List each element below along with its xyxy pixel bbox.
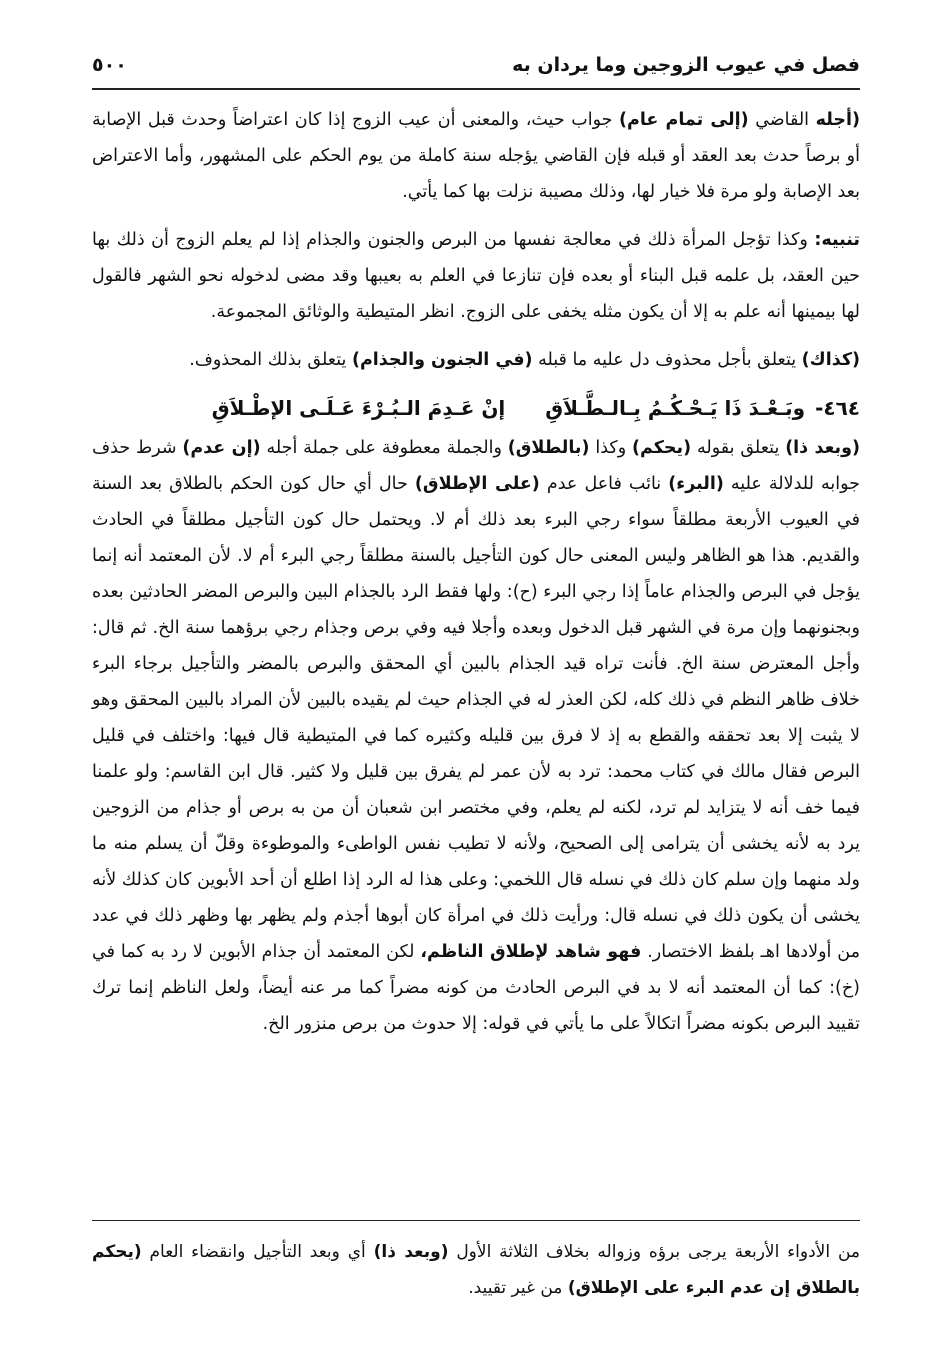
- commentary-text: وكذا: [589, 438, 633, 458]
- note-label: تنبيه:: [814, 230, 860, 250]
- commentary-text: يتعلق بأجل محذوف دل عليه ما قبله: [532, 350, 802, 370]
- verse-hemistich-2: إنْ عَـدِمَ الـبُـرْءَ عَـلَـى الإطْـلاَقِ: [211, 396, 506, 420]
- commentary-text: جواب حيث، والمعنى أن عيب الزوج إذا كان اعتراضاً وحدث قبل الإصابة أو برصاً حدث بعد العقد أو قبله فإن القاضي يؤجله سنة كاملة من يوم الحكم على المشهور، وأما الاعتراض بعد الإصابة ولو مرة فلا خيار لها، وذلك مصيبة نزلت بها كما يأتي.: [92, 110, 860, 202]
- bold-term: (في الجنون والجذام): [351, 350, 533, 370]
- bold-term: (إن عدم): [182, 438, 261, 458]
- bold-term: (إلى تمام عام): [619, 110, 749, 130]
- commentary-paragraph-3: [92, 430, 860, 1042]
- bold-term: (البرء): [668, 474, 724, 494]
- chapter-title: فصل في عيوب الزوجين وما يردان به: [512, 54, 860, 76]
- commentary-text: يتعلق بذلك المحذوف.: [189, 350, 352, 370]
- commentary-text: يتعلق بقوله: [691, 438, 786, 458]
- footnote-text: من غير تقييد.: [468, 1278, 568, 1298]
- bold-term: (على الإطلاق): [414, 474, 540, 494]
- note-text: وكذا تؤجل المرأة ذلك في معالجة نفسها من البرص والجنون والجذام إذا لم يعلم الزوج أن ذلك بها حين العقد، بل علمه قبل البناء أو بعده فإن تنازعا في العلم به بعيبها وقد مضى لدخوله نحو الشهر فالقول لها بيمينها أنه علم به إلا أن يكون مثله يخفى على الزوج. انظر المتيطية والوثائق المجموعة.: [92, 230, 860, 322]
- commentary-text: نائب فاعل عدم: [539, 474, 669, 494]
- running-header: [92, 48, 860, 90]
- bold-term: (يحكم): [632, 438, 692, 458]
- bold-term: (أجله: [815, 110, 861, 130]
- bold-term: فهو شاهد لإطلاق الناظم،: [420, 942, 642, 962]
- footnote-text: أي وبعد التأجيل وانقضاء العام: [141, 1242, 374, 1262]
- commentary-text: حال أي حال كون الحكم بالطلاق بعد السنة في العيوب الأربعة مطلقاً سواء رجي البرء بعد ذلك أم لا. ويحتمل حال كون التأجيل مطلقاً في الحادث والقديم. هذا هو الظاهر وليس المعنى حال كون التأجيل بالسنة مطلقاً رجي البرء أم لا. لأن المعتمد أنه إنما يؤجل في البرص والجذام عاماً إذا رجي البرء (ح): ولها فقط الرد بالجذام البين والبرص المضر الحادثين بعده وبجنونهما وإن مرة في الشهر قبل الدخول وبعده وأجلا فيه وفي برص وجذام رجي برؤهما سنة الخ. ثم قال: وأجل المعترض سنة الخ. فأنت تراه قيد الجذام بالبين أي المحقق والبرص بالمضر والتأجيل برجاء البرء خلاف ظاهر النظم في ذلك كله، لكن العذر له في الجذام حيث لم يقيده بالبين لأن المراد بالبين المحقق وهو لا يثبت إلا بعد تحققه والقطع به إذ لا فرق بين قليله وكثيره كما في المتيطية قال فيها: واختلف في قليل البرص فقال مالك في كتاب محمد: ترد به لأن عمر لم يفرق بين قليل ولا كثير. قال ابن القاسم: ولو علمنا فيما خف أنه لا يتزايد لم ترد، لكنه لم يعلم، وفي مختصر ابن شعبان أن من به برص أو جذام من الزوجين يرد به لأنه يخشى أن يترامى إلى الصحيح، ولأنه لا تطيب نفس الواطىء والموطوءة وقلّ أن يسلم منه ما ولد منهما وإن سلم كان ذلك في نسله قال اللخمي: وعلى هذا له الرد إذا اطلع أن أحد الأبوين كان كذلك لأنه يخشى أن يكون ذلك في نسله قال: ورأيت ذلك في امرأة كان أبوها أجذم ولم يظهر بها وظهر ذلك في عدد من أولادها اهـ بلفظ الاختصار.: [92, 474, 860, 962]
- footnote: [92, 1234, 860, 1306]
- footnote-divider: [92, 1220, 860, 1221]
- bold-term: (بالطلاق): [507, 438, 590, 458]
- commentary-text: والجملة معطوفة على جملة أجله: [260, 438, 508, 458]
- commentary-text: لكن المعتمد أن جذام الأبوين لا رد به كما في (خ): كما أن المعتمد أنه لا بد في البرص الحادث من كونه مضراً كما مر عنه أيضاً، ولعل الناظم إنما ترك تقييد البرص بكونه مضراً اتكالاً على ما يأتي في قوله: إلا حدوث من برص منزور الخ.: [92, 942, 860, 1034]
- bold-term: (كذاك): [801, 350, 860, 370]
- main-text: [92, 102, 860, 1054]
- bold-term: (وبعد ذا): [785, 438, 860, 458]
- page-number: ٥٠٠: [92, 54, 127, 76]
- bold-term: (وبعد ذا): [373, 1242, 449, 1262]
- footnote-text: من الأدواء الأربعة يرجى برؤه وزواله بخلاف الثلاثة الأول: [448, 1242, 861, 1262]
- commentary-text: القاضي: [748, 110, 816, 130]
- commentary-paragraph-2: [92, 342, 860, 378]
- note-paragraph: [92, 222, 860, 330]
- commentary-text: شرط حذف جوابه للدلالة عليه: [92, 438, 860, 494]
- commentary-paragraph-1: [92, 102, 860, 210]
- verse-number: ٤٦٤-: [815, 396, 860, 420]
- verse-hemistich-1: وبَـعْـدَ ذَا يَـحْـكُـمُ بِـالـطَّـلاَقِ: [545, 396, 806, 420]
- bold-term: (يحكم بالطلاق إن عدم البرء على الإطلاق): [92, 1242, 860, 1298]
- verse-line: [92, 390, 860, 426]
